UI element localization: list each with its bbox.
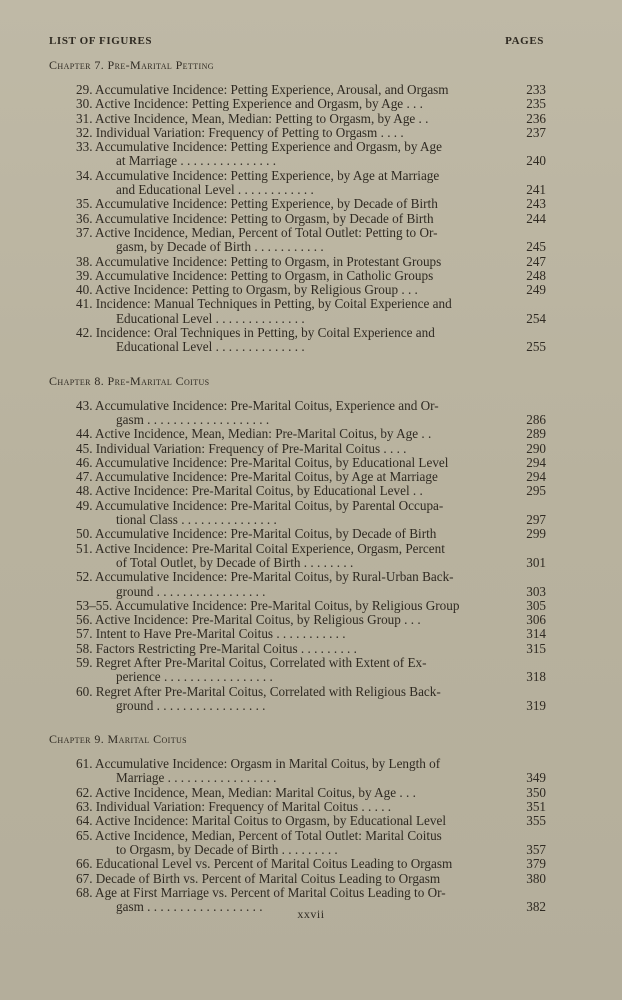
- figure-entry: [76, 112, 546, 126]
- figure-entry: [76, 197, 546, 211]
- figure-title: 57. Intent to Have Pre-Marital Coitus . . . . . . . . . . .: [76, 626, 346, 642]
- figure-page-number: 379: [526, 856, 546, 872]
- figure-page-number: 289: [526, 426, 546, 442]
- figure-title: 58. Factors Restricting Pre-Marital Coitus . . . . . . . . .: [76, 640, 357, 656]
- figure-page-number: 314: [526, 626, 546, 642]
- figure-entry: [76, 685, 546, 714]
- figure-page-number: 290: [526, 440, 546, 456]
- figure-entry: [76, 169, 546, 198]
- figure-entry: [76, 484, 546, 498]
- figure-page-number: 249: [526, 282, 546, 298]
- figure-title-continued: at Marriage . . . . . . . . . . . . . . .: [116, 153, 277, 169]
- running-head: [49, 35, 544, 47]
- figure-entry: [76, 212, 546, 226]
- figure-entry: [76, 442, 546, 456]
- figure-entry: [76, 126, 546, 140]
- figure-page-number: 357: [526, 841, 546, 857]
- figure-title: 29. Accumulative Incidence: Petting Experience, Arousal, and Orgasm: [76, 82, 449, 97]
- figure-title: 37. Active Incidence, Median, Percent of Total Outlet: Petting to Or-: [76, 224, 438, 240]
- figure-entry: [76, 399, 546, 428]
- figure-page-number: 294: [526, 454, 546, 470]
- figure-page-number: 297: [526, 512, 546, 528]
- chapter-heading: Chapter 7. Pre-Marital Petting: [49, 58, 214, 72]
- figure-title-continued: Marriage . . . . . . . . . . . . . . . . .: [116, 770, 277, 786]
- figure-title: 56. Active Incidence: Pre-Marital Coitus, by Religious Group . . .: [76, 612, 421, 628]
- figure-title: 45. Individual Variation: Frequency of Pre-Marital Coitus . . . .: [76, 440, 407, 456]
- figure-page-number: 248: [526, 267, 546, 283]
- figure-title: 31. Active Incidence, Mean, Median: Petting to Orgasm, by Age . .: [76, 110, 429, 126]
- figure-title: 33. Accumulative Incidence: Petting Experience and Orgasm, by Age: [76, 139, 442, 155]
- figure-title: 64. Active Incidence: Marital Coitus to Orgasm, by Educational Level: [76, 813, 447, 829]
- figure-list: [76, 83, 546, 355]
- figure-page-number: 318: [526, 669, 546, 685]
- figure-title: 42. Incidence: Oral Techniques in Petting, by Coital Experience and: [76, 325, 435, 341]
- figure-page-number: 244: [526, 210, 546, 226]
- figure-entry: [76, 542, 546, 571]
- figure-title: 48. Active Incidence: Pre-Marital Coitus, by Educational Level . .: [76, 483, 423, 499]
- figure-title-continued: gasm . . . . . . . . . . . . . . . . . . .: [116, 411, 270, 427]
- figure-list: [76, 399, 546, 714]
- figure-page-number: 237: [526, 124, 546, 140]
- figure-page-number: 301: [526, 554, 546, 570]
- figure-title-continued: of Total Outlet, by Decade of Birth . . . . . . . .: [116, 554, 354, 570]
- figure-title: 39. Accumulative Incidence: Petting to Orgasm, in Catholic Groups: [76, 267, 434, 283]
- figure-title: 47. Accumulative Incidence: Pre-Marital Coitus, by Age at Marriage: [76, 469, 438, 485]
- figure-title-continued: Educational Level . . . . . . . . . . . . . .: [116, 339, 305, 355]
- figure-page-number: 380: [526, 870, 546, 886]
- figure-title-continued: perience . . . . . . . . . . . . . . . . .: [116, 669, 273, 685]
- figure-page-number: 254: [526, 310, 546, 326]
- chapter-heading: Chapter 9. Marital Coitus: [49, 732, 188, 747]
- figure-page-number: 294: [526, 469, 546, 485]
- figure-title-continued: to Orgasm, by Decade of Birth . . . . . . . . .: [116, 841, 338, 857]
- figure-page-number: 240: [526, 153, 546, 169]
- figure-page-number: 243: [526, 196, 546, 212]
- figure-title: 52. Accumulative Incidence: Pre-Marital Coitus, by Rural-Urban Back-: [76, 569, 454, 585]
- figure-page-number: 247: [526, 253, 546, 269]
- figure-title: 35. Accumulative Incidence: Petting Experience, by Decade of Birth: [76, 196, 438, 212]
- figure-title: 41. Incidence: Manual Techniques in Petting, by Coital Experience and: [76, 296, 452, 312]
- figure-title: 61. Accumulative Incidence: Orgasm in Marital Coitus, by Length of: [76, 756, 441, 772]
- figure-page-number: 245: [526, 239, 546, 255]
- figure-title-continued: ground . . . . . . . . . . . . . . . . .: [116, 583, 266, 599]
- figure-page-number: 255: [526, 339, 546, 355]
- list-of-figures: [49, 56, 546, 914]
- figure-title: 53–55. Accumulative Incidence: Pre-Marital Coitus, by Religious Group: [76, 597, 460, 613]
- figure-page-number: 286: [526, 411, 546, 427]
- figure-entry: [76, 97, 546, 111]
- figure-entry: [76, 786, 546, 800]
- figure-entry: [76, 642, 546, 656]
- figure-page-number: 233: [526, 82, 546, 97]
- figure-page-number: 350: [526, 784, 546, 800]
- figure-page-number: 382: [526, 899, 546, 915]
- figure-title: 49. Accumulative Incidence: Pre-Marital Coitus, by Parental Occupa-: [76, 497, 444, 513]
- figure-page-number: 295: [526, 483, 546, 499]
- figure-page-number: 299: [526, 526, 546, 542]
- figure-entry: [76, 226, 546, 255]
- figure-title: 43. Accumulative Incidence: Pre-Marital Coitus, Experience and Or-: [76, 397, 439, 413]
- figure-title: 46. Accumulative Incidence: Pre-Marital Coitus, by Educational Level: [76, 454, 449, 470]
- figure-title-continued: ground . . . . . . . . . . . . . . . . .: [116, 697, 266, 713]
- figure-title: 66. Educational Level vs. Percent of Marital Coitus Leading to Orgasm: [76, 856, 453, 872]
- figure-title: 40. Active Incidence: Petting to Orgasm, by Religious Group . . .: [76, 282, 418, 298]
- figure-title: 44. Active Incidence, Mean, Median: Pre-Marital Coitus, by Age . .: [76, 426, 432, 442]
- figure-entry: [76, 527, 546, 541]
- running-head-pages: PAGES: [505, 35, 544, 47]
- figure-page-number: 305: [526, 597, 546, 613]
- figure-title: 50. Accumulative Incidence: Pre-Marital Coitus, by Decade of Birth: [76, 526, 437, 542]
- figure-entry: [76, 83, 546, 97]
- figure-entry: [76, 627, 546, 641]
- page-number: xxvii: [297, 907, 325, 921]
- figure-page-number: 241: [526, 182, 546, 198]
- figure-entry: [76, 814, 546, 828]
- figure-title-continued: gasm, by Decade of Birth . . . . . . . . . . .: [116, 239, 324, 255]
- figure-entry: [76, 283, 546, 297]
- figure-title: 38. Accumulative Incidence: Petting to Orgasm, in Protestant Groups: [76, 253, 442, 269]
- figure-title: 51. Active Incidence: Pre-Marital Coital Experience, Orgasm, Percent: [76, 540, 445, 556]
- figure-title: 34. Accumulative Incidence: Petting Experience, by Age at Marriage: [76, 167, 440, 183]
- figure-page-number: 303: [526, 583, 546, 599]
- figure-title-continued: tional Class . . . . . . . . . . . . . . .: [116, 512, 277, 528]
- figure-title: 63. Individual Variation: Frequency of Marital Coitus . . . . .: [76, 799, 392, 815]
- figure-entry: [76, 269, 546, 283]
- figure-entry: [76, 456, 546, 470]
- figure-entry: [76, 255, 546, 269]
- figure-title: 60. Regret After Pre-Marital Coitus, Correlated with Religious Back-: [76, 683, 441, 699]
- figure-page-number: 349: [526, 770, 546, 786]
- figure-title: 59. Regret After Pre-Marital Coitus, Correlated with Extent of Ex-: [76, 654, 427, 670]
- figure-entry: [76, 470, 546, 484]
- figure-entry: [76, 829, 546, 858]
- figure-title-continued: and Educational Level . . . . . . . . . . . .: [116, 182, 314, 198]
- figure-page-number: 319: [526, 697, 546, 713]
- figure-entry: [76, 613, 546, 627]
- figure-page-number: 235: [526, 96, 546, 112]
- figure-entry: [76, 570, 546, 599]
- figure-page-number: 315: [526, 640, 546, 656]
- figure-list: [76, 757, 546, 914]
- chapter-heading: Chapter 8. Pre-Marital Coitus: [49, 373, 210, 388]
- figure-entry: [76, 427, 546, 441]
- figure-title-continued: gasm . . . . . . . . . . . . . . . . . .: [116, 899, 263, 915]
- figure-title: 67. Decade of Birth vs. Percent of Marital Coitus Leading to Orgasm: [76, 870, 441, 886]
- figure-entry: [76, 326, 546, 355]
- figure-entry: [76, 800, 546, 814]
- figure-page-number: 351: [526, 799, 546, 815]
- figure-title: 30. Active Incidence: Petting Experience and Orgasm, by Age . . .: [76, 96, 423, 112]
- figure-entry: [76, 656, 546, 685]
- figure-title: 68. Age at First Marriage vs. Percent of Marital Coitus Leading to Or-: [76, 884, 446, 900]
- figure-page-number: 306: [526, 612, 546, 628]
- figure-entry: [76, 140, 546, 169]
- figure-page-number: 236: [526, 110, 546, 126]
- figure-title: 65. Active Incidence, Median, Percent of Total Outlet: Marital Coitus: [76, 827, 442, 843]
- figure-title-continued: Educational Level . . . . . . . . . . . . . .: [116, 310, 305, 326]
- figure-entry: [76, 757, 546, 786]
- figure-entry: [76, 872, 546, 886]
- figure-title: 36. Accumulative Incidence: Petting to Orgasm, by Decade of Birth: [76, 210, 434, 226]
- figure-title: 62. Active Incidence, Mean, Median: Marital Coitus, by Age . . .: [76, 784, 416, 800]
- figure-entry: [76, 857, 546, 871]
- running-head-title: LIST OF FIGURES: [49, 35, 153, 47]
- figure-title: 32. Individual Variation: Frequency of Petting to Orgasm . . . .: [76, 124, 404, 140]
- figure-entry: [76, 599, 546, 613]
- figure-entry: [76, 297, 546, 326]
- figure-page-number: 355: [526, 813, 546, 829]
- figure-entry: [76, 499, 546, 528]
